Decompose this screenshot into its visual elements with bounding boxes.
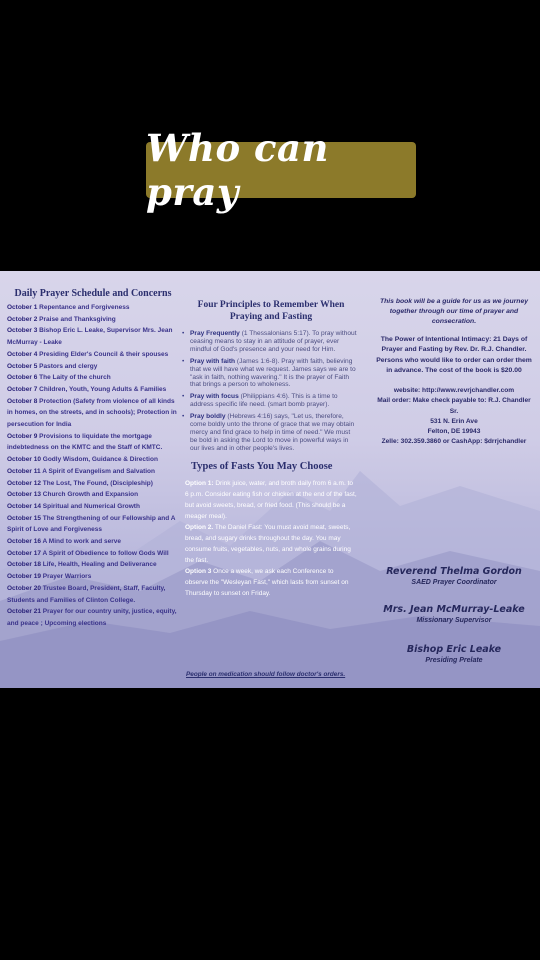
fast-option-text: Once a week, we ask each Conference to observe the "Wesleyan Fast," which lasts from sunset on Thursday to sunset on Friday. <box>185 567 349 597</box>
schedule-list <box>7 302 179 630</box>
principle-key: Pray with faith <box>190 357 236 365</box>
schedule-date: October 21 <box>7 608 41 616</box>
schedule-item <box>7 583 179 606</box>
fast-option <box>185 566 357 599</box>
schedule-text: The Lost, The Found, (Discipleship) <box>42 479 153 487</box>
signature-role: Missionary Supervisor <box>416 617 492 624</box>
prayer-flyer <box>0 271 540 688</box>
schedule-date: October 13 <box>7 491 41 499</box>
principle-item <box>185 358 357 390</box>
schedule-date: October 15 <box>7 514 41 522</box>
principles-column <box>185 299 357 599</box>
signature-name: Mrs. Jean McMurray-Leake <box>383 604 525 615</box>
signature-1 <box>373 566 535 586</box>
book-address2: Felton, DE 19943 <box>427 428 481 435</box>
fast-option-key: Option 2. <box>185 523 214 531</box>
title-text: Who can pray <box>146 126 329 214</box>
principle-key: Pray Frequently <box>190 330 240 337</box>
principle-item <box>185 393 357 409</box>
principle-item <box>185 330 357 354</box>
title-banner <box>146 126 416 214</box>
schedule-date: October 3 <box>7 327 38 335</box>
schedule-date: October 20 <box>7 584 41 592</box>
principle-key: Pray with focus <box>190 393 239 401</box>
schedule-text: The Strengthening of our Fellowship and A Spirit of Love and Forgiveness <box>7 514 176 534</box>
book-intro: This book will be a guide for us as we journey together through our time of prayer and consecration. <box>379 298 529 325</box>
schedule-date: October 19 <box>7 573 41 581</box>
schedule-item <box>7 466 179 478</box>
schedule-text: Pastors and clergy <box>39 362 98 370</box>
principle-text: (Philippians 4:6). This is a time to address specific life need. (smart bomb prayer). <box>190 393 338 409</box>
book-website: website: http://www.revrjchandler.com <box>393 387 515 395</box>
schedule-date: October 16 <box>7 538 41 546</box>
schedule-text: Protection (Safety from violence of all kinds in homes, on the streets, and in schools); Protection in persecution for India <box>7 397 177 429</box>
schedule-item <box>7 501 179 513</box>
schedule-text: Church Growth and Expansion <box>42 491 139 499</box>
fast-option-text: Drink juice, water, and broth daily from 6 a.m. to 6 p.m. Consider eating fish or chicken at the end of the fast, but avoid sweets, bread, or fried food. (This should be a meager meal). <box>185 479 357 520</box>
schedule-date: October 5 <box>7 362 38 370</box>
schedule-item <box>7 571 179 583</box>
schedule-item <box>7 314 179 326</box>
schedule-heading: Daily Prayer Schedule and Concerns <box>14 288 172 299</box>
principle-key: Pray boldly <box>190 413 226 421</box>
principles-heading: Four Principles to Remember When Praying and Fasting <box>197 300 345 322</box>
schedule-item <box>7 396 179 431</box>
schedule-text: Spiritual and Numerical Growth <box>42 502 140 510</box>
schedule-item <box>7 384 179 396</box>
book-details: The Power of Intentional Intimacy: 21 Days of Prayer and Fasting by Rev. Dr. R.J. Chandler. Persons who would like to order can order them in advance. The cost of the book is $20.00 <box>376 336 532 374</box>
schedule-text: Praise and Thanksgiving <box>39 315 116 323</box>
signature-2 <box>373 604 535 624</box>
signature-name: Bishop Eric Leake <box>406 644 502 655</box>
schedule-date: October 7 <box>7 385 38 393</box>
schedule-text: Prayer for our country unity, justice, equity, and peace ; Upcoming elections <box>7 608 177 627</box>
schedule-text: Godly Wisdom, Guidance & Direction <box>42 456 158 464</box>
principle-item <box>185 413 357 453</box>
schedule-item <box>7 349 179 361</box>
schedule-item <box>7 536 179 548</box>
book-zelle: Zelle: 302.359.3860 or CashApp: $drrjchandler <box>381 438 527 446</box>
schedule-text: The Laity of the church <box>39 374 111 382</box>
fast-option-key: Option 1: <box>185 479 214 487</box>
schedule-date: October 12 <box>7 479 41 487</box>
schedule-text: Provisions to liquidate the mortgage indebtedness on the KMTC and the Staff of KMTC. <box>7 432 163 452</box>
schedule-text: Bishop Eric L. Leake, Supervisor Mrs. Jean McMurray - Leake <box>7 327 173 347</box>
schedule-column <box>7 287 179 630</box>
schedule-item <box>7 454 179 466</box>
signature-role: SAED Prayer Coordinator <box>411 579 497 586</box>
schedule-text: Life, Health, Healing and Deliverance <box>42 561 157 569</box>
schedule-item <box>7 302 179 314</box>
fast-option-key: Option 3 <box>185 567 212 575</box>
fast-option-text: The Daniel Fast: You must avoid meat, sweets, bread, and sugary drinks throughout the day. You may consume fruits, vegetables, nuts, and whole grains during the fast. <box>185 523 351 564</box>
schedule-date: October 10 <box>7 456 41 464</box>
schedule-item <box>7 606 179 629</box>
schedule-item <box>7 513 179 536</box>
fasts-heading: Types of Fasts You May Choose <box>191 460 333 472</box>
signature-name: Reverend Thelma Gordon <box>386 566 522 577</box>
schedule-date: October 6 <box>7 374 38 382</box>
book-mail: Mail order: Make check payable to: R.J. Chandler Sr. <box>377 397 531 415</box>
schedule-date: October 11 <box>7 467 41 475</box>
schedule-date: October 1 <box>7 304 38 311</box>
signature-role: Presiding Prelate <box>425 657 483 664</box>
principle-text: (Hebrews 4:16) says, "Let us, therefore, come boldly unto the throne of grace that we may obtain mercy and find grace to help in time of need." We must be bold in asking the Lord to move in powerful ways in our lives and in other people's lives. <box>190 413 355 452</box>
schedule-item <box>7 431 179 454</box>
schedule-date: October 17 <box>7 549 41 557</box>
fasts-list <box>185 478 357 599</box>
fast-option <box>185 478 357 522</box>
schedule-item <box>7 478 179 490</box>
schedule-text: Trustee Board, President, Staff, Faculty, Students and Families of Clinton College. <box>7 584 166 604</box>
schedule-date: October 18 <box>7 561 41 569</box>
schedule-item <box>7 372 179 384</box>
schedule-text: A Spirit of Obedience to follow Gods Will <box>42 549 169 557</box>
schedule-date: October 4 <box>7 350 38 358</box>
fast-option <box>185 522 357 566</box>
medication-note: People on medication should follow doctor's orders. <box>186 671 346 678</box>
schedule-text: A Spirit of Evangelism and Salvation <box>42 467 155 475</box>
schedule-date: October 2 <box>7 315 38 323</box>
schedule-text: A Mind to work and serve <box>42 538 122 546</box>
signature-3 <box>373 644 535 664</box>
schedule-item <box>7 559 179 571</box>
schedule-item <box>7 489 179 501</box>
principles-list <box>185 330 357 453</box>
schedule-item <box>7 325 179 348</box>
principle-text: (James 1:6-8). Pray with faith, believing that we will have what we request. James says we are to "ask in faith, nothing wavering." It is the prayer of Faith that brings a person to wholeness. <box>190 357 356 389</box>
schedule-date: October 14 <box>7 502 41 510</box>
schedule-date: October 9 <box>7 432 38 440</box>
schedule-item <box>7 361 179 373</box>
schedule-date: October 8 <box>7 397 38 405</box>
schedule-text: Repentance and Forgiveness <box>39 304 130 311</box>
schedule-text: Presiding Elder's Council & their spouses <box>39 350 169 358</box>
principle-text: (1 Thessalonians 5:17). To pray without ceasing means to stay in an attitude of prayer, ever mindful of God's presence and your need for Him. <box>190 330 357 353</box>
book-column <box>373 297 535 447</box>
schedule-item <box>7 548 179 560</box>
schedule-text: Prayer Warriors <box>42 573 92 581</box>
schedule-text: Children, Youth, Young Adults & Families <box>39 385 167 393</box>
book-address1: 531 N. Erin Ave <box>430 417 478 425</box>
